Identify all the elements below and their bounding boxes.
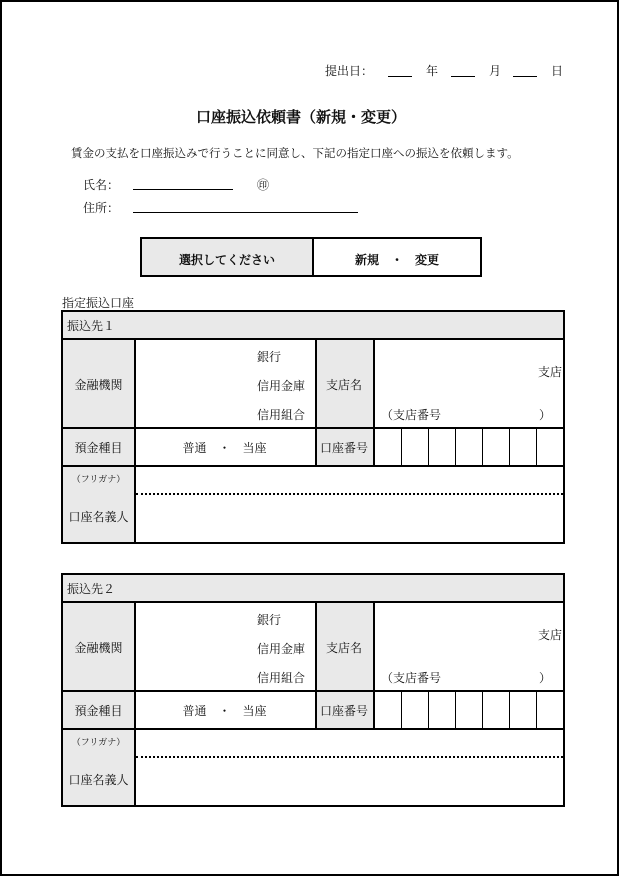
account-number-field[interactable] bbox=[373, 428, 563, 466]
kumiai-option[interactable]: 信用組合 bbox=[257, 671, 306, 685]
month-label: 月 bbox=[489, 64, 502, 78]
deposit-type-options[interactable]: 普通 ・ 当座 bbox=[182, 703, 267, 718]
institution-label: 金融機関 bbox=[63, 603, 134, 691]
furigana-label: （フリガナ） bbox=[63, 466, 134, 491]
furigana-field[interactable] bbox=[136, 466, 563, 493]
shinkin-option[interactable]: 信用金庫 bbox=[257, 379, 306, 393]
year-label: 年 bbox=[426, 64, 439, 78]
account-holder-label: 口座名義人 bbox=[63, 491, 134, 542]
address-field[interactable] bbox=[133, 212, 358, 213]
account-number-label: 口座番号 bbox=[315, 428, 373, 466]
name-field[interactable] bbox=[133, 189, 233, 190]
institution-label: 金融機関 bbox=[63, 340, 134, 428]
month-field[interactable] bbox=[451, 76, 475, 77]
select-prompt: 選択してください bbox=[142, 239, 314, 275]
bank-option[interactable]: 銀行 bbox=[257, 350, 282, 364]
account-number-label: 口座番号 bbox=[315, 691, 373, 729]
name-label: 氏名： bbox=[83, 178, 120, 192]
branch-suffix: 支店 bbox=[538, 628, 563, 642]
address-label: 住所： bbox=[83, 201, 120, 215]
account-holder-label: 口座名義人 bbox=[63, 754, 134, 805]
document-title: 口座振込依頼書（新規・変更） bbox=[196, 108, 407, 126]
furigana-field[interactable] bbox=[136, 729, 563, 756]
account-holder-field[interactable] bbox=[136, 758, 563, 805]
account-holder-field[interactable] bbox=[136, 495, 563, 542]
seal-mark: ㊞ bbox=[257, 178, 270, 192]
intro-text: 賃金の支払を口座振込みで行うことに同意し、下記の指定口座への振込を依頼します。 bbox=[71, 146, 519, 160]
deposit-type-label: 預金種目 bbox=[63, 691, 134, 729]
transfer-block-2 bbox=[61, 573, 565, 807]
account-number-field[interactable] bbox=[373, 691, 563, 729]
kumiai-option[interactable]: 信用組合 bbox=[257, 408, 306, 422]
year-field[interactable] bbox=[388, 76, 412, 77]
branch-number-close: ） bbox=[539, 408, 552, 422]
select-options[interactable]: 新規 ・ 変更 bbox=[354, 253, 439, 267]
submission-date-label: 提出日： bbox=[325, 64, 374, 78]
furigana-label: （フリガナ） bbox=[63, 729, 134, 754]
bank-option[interactable]: 銀行 bbox=[257, 613, 282, 627]
branch-number-label: （支店番号 bbox=[381, 408, 442, 422]
block-header: 振込先２ bbox=[63, 575, 563, 603]
day-label: 日 bbox=[551, 64, 564, 78]
deposit-type-label: 預金種目 bbox=[63, 428, 134, 466]
selection-box bbox=[140, 237, 482, 277]
branch-label: 支店名 bbox=[315, 340, 373, 428]
branch-number-close: ） bbox=[539, 671, 552, 685]
transfer-block-1 bbox=[61, 310, 565, 544]
deposit-type-options[interactable]: 普通 ・ 当座 bbox=[182, 440, 267, 455]
day-field[interactable] bbox=[513, 76, 537, 77]
shinkin-option[interactable]: 信用金庫 bbox=[257, 642, 306, 656]
branch-suffix: 支店 bbox=[538, 365, 563, 379]
branch-label: 支店名 bbox=[315, 603, 373, 691]
branch-number-label: （支店番号 bbox=[381, 671, 442, 685]
designated-account-label: 指定振込口座 bbox=[62, 296, 135, 310]
block-header: 振込先１ bbox=[63, 312, 563, 340]
